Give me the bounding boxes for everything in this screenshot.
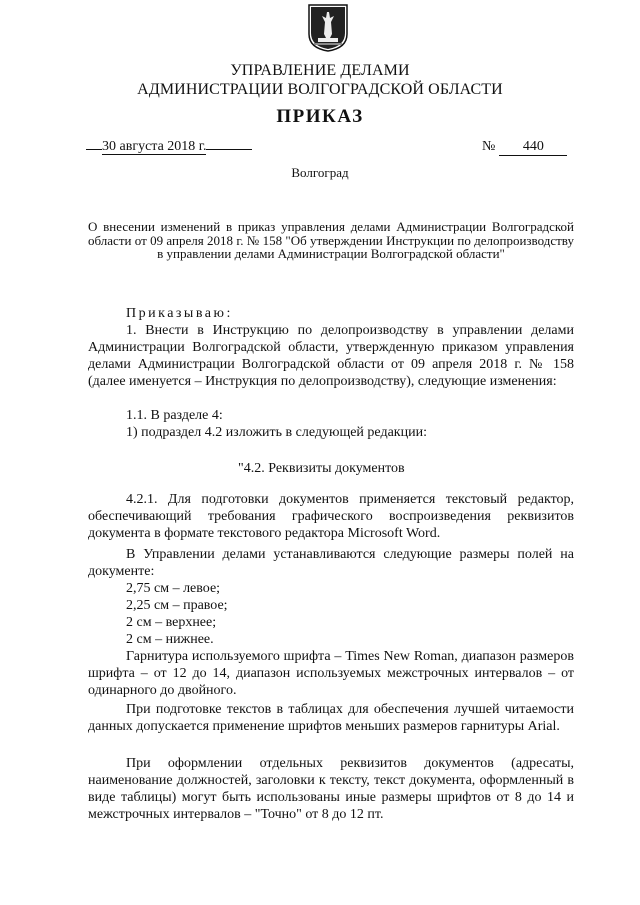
paragraph-other: При оформлении отдельных реквизитов документов (адресаты, наименование должностей, заголовки к тексту, текст документа, оформленный в виде таблицы) могут быть использованы иные размеры шрифтов от 8 до 14 и межстрочных интервалов – "Точно" от 8 до 12 пт.	[88, 756, 574, 822]
org-name-line2: АДМИНИСТРАЦИИ ВОЛГОГРАДСКОЙ ОБЛАСТИ	[137, 81, 503, 98]
number-label: №	[482, 139, 496, 154]
margin-top: 2 см – верхнее;	[126, 615, 217, 630]
paragraph-margins: В Управлении делами устанавливаются следующие размеры полей на документе:	[88, 547, 574, 579]
document-type: ПРИКАЗ	[276, 106, 364, 127]
section-title: "4.2. Реквизиты документов	[238, 461, 405, 476]
paragraph-1: 1. Внести в Инструкцию по делопроизводству в управлении делами Администрации Волгоградской области, утвержденную приказом управления делами Администрации Волгоградской области от 09 апреля 2018 г. № 158 (далее именуется – Инструкция по делопроизводству), следующие изменения:	[88, 323, 574, 389]
paragraph-1-1-1: 1) подраздел 4.2 изложить в следующей редакции:	[126, 425, 427, 440]
number-field	[482, 139, 567, 156]
paragraph-1-1: 1.1. В разделе 4:	[126, 408, 223, 423]
paragraph-font: Гарнитура используемого шрифта – Times New Roman, диапазон размеров шрифта – от 12 до 14, диапазон используемых межстрочных интервалов – от одинарного до двойного.	[88, 649, 574, 698]
margin-left: 2,75 см – левое;	[126, 581, 221, 596]
margin-bottom: 2 см – нижнее.	[126, 632, 214, 647]
date-field	[86, 139, 252, 155]
city: Волгоград	[291, 165, 349, 180]
document-subject: О внесении изменений в приказ управления делами Администрации Волгоградской области от 09 апреля 2018 г. № 158 "Об утверждении Инструкции по делопроизводству в управлении делами Администрации Волгоградской области"	[88, 219, 574, 261]
paragraph-4-2-1: 4.2.1. Для подготовки документов применяется текстовый редактор, обеспечивающий требования графического воспроизведения реквизитов документа в формате текстового редактора Microsoft Word.	[88, 492, 574, 541]
date-value: 30 августа 2018 г.	[102, 139, 207, 154]
coat-of-arms-emblem	[308, 4, 348, 52]
order-word: Приказываю:	[126, 306, 233, 321]
margin-right: 2,25 см – правое;	[126, 598, 228, 613]
number-value: 440	[499, 139, 567, 156]
org-name-line1: УПРАВЛЕНИЕ ДЕЛАМИ	[230, 62, 410, 79]
paragraph-tables: При подготовке текстов в таблицах для обеспечения лучшей читаемости данных допускается применение шрифтов меньших размеров гарнитуры Arial.	[88, 702, 574, 734]
